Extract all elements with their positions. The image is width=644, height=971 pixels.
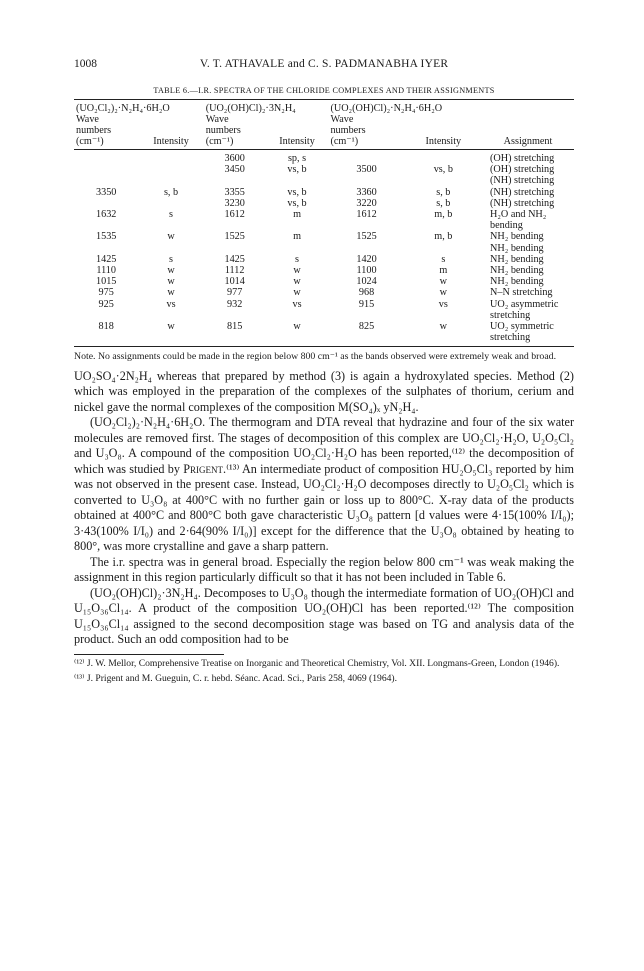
cell-assignment: NH₂ bending bbox=[490, 242, 544, 254]
running-title: V. T. ATHAVALE and C. S. PADMANABHA IYER bbox=[199, 58, 449, 70]
cell-assignment: NH₂ bending bbox=[490, 265, 544, 277]
cell-wave-3: 1100 bbox=[356, 265, 377, 277]
table-row bbox=[74, 209, 574, 231]
cell-intensity-3: vs, b bbox=[433, 164, 453, 176]
cell-wave-1: 975 bbox=[98, 287, 114, 299]
cell-intensity-1: s, b bbox=[163, 186, 179, 198]
paragraph-part: ⁽¹³⁾ An intermediate product of composition HU₂O₅Cl₃ reported by him was not observed in the present case. Instead, UO₂Cl₂·H₂O decomposes directly to U₂O₅Cl₂ which is converted to U₃O₈ at 400°C with no further gain or loss up to 800°C. X-ray data of the products obtained at 400°C and 800°C both gave characteristic U₃O₈ pattern [d values were 4·15(100% I/I₀); 3·43(100% I/I₀) and 2·64(90% I/I₀)] except for the difference that the U₃O₈ obtained by heating to 800°, was more crystalline and gave a sharp pattern. bbox=[74, 461, 574, 554]
col-wave-2: Wave numbers (cm⁻¹) bbox=[204, 114, 266, 150]
table-row bbox=[74, 150, 574, 165]
cell-wave-3: 915 bbox=[358, 298, 375, 310]
cell-intensity-1 bbox=[138, 198, 203, 209]
cell-assignment: NH₂ bending bbox=[490, 253, 544, 265]
cell-wave-1 bbox=[74, 243, 138, 254]
cell-wave-3: 968 bbox=[358, 287, 375, 299]
cell-intensity-1 bbox=[138, 150, 203, 165]
cell-intensity-3: m, b bbox=[434, 209, 453, 221]
compound-header-3: (UO₂(OH)Cl)₂·N₂H₄·6H₂O bbox=[328, 100, 482, 115]
cell-wave-1: 3350 bbox=[96, 186, 117, 198]
cell-intensity-1: w bbox=[167, 265, 175, 277]
cell-assignment: (OH) stretching bbox=[490, 164, 555, 176]
cell-intensity-2: w bbox=[293, 276, 301, 288]
cell-intensity-3: s bbox=[441, 253, 446, 265]
cell-wave-2: 1525 bbox=[224, 231, 245, 243]
cell-wave-3 bbox=[328, 175, 404, 186]
cell-assignment: NH₂ bending bbox=[490, 231, 544, 243]
cell-wave-2: 815 bbox=[204, 321, 266, 347]
cell-wave-2: 3355 bbox=[224, 186, 245, 198]
col-wave-3: Wave numbers (cm⁻¹) bbox=[328, 114, 404, 150]
author-name: Prigent. bbox=[183, 461, 227, 476]
cell-wave-2: 932 bbox=[227, 298, 243, 310]
cell-wave-3: 3220 bbox=[356, 197, 377, 209]
table-row bbox=[74, 265, 574, 276]
cell-wave-2 bbox=[204, 243, 266, 254]
cell-wave-1 bbox=[74, 164, 138, 175]
cell-intensity-2: w bbox=[266, 321, 329, 347]
cell-wave-1 bbox=[74, 175, 138, 186]
cell-intensity-2: vs bbox=[292, 298, 302, 310]
cell-wave-3: 1525 bbox=[356, 231, 377, 243]
cell-intensity-2: vs, b bbox=[287, 197, 307, 209]
cell-assignment: (NH) stretching bbox=[490, 175, 555, 187]
cell-intensity-2 bbox=[266, 175, 329, 186]
col-intensity-3: Intensity bbox=[405, 114, 482, 150]
cell-intensity-3: s, b bbox=[436, 186, 451, 198]
cell-intensity-3: w bbox=[439, 276, 447, 288]
cell-wave-2 bbox=[204, 175, 266, 186]
table-row bbox=[74, 254, 574, 265]
cell-intensity-2: vs, b bbox=[287, 186, 307, 198]
cell-assignment: UO₂ asymmetric stretching bbox=[490, 298, 559, 321]
cell-intensity-2 bbox=[266, 243, 329, 254]
table-note: Note. No assignments could be made in the region below 800 cm⁻¹ as the bands observed were extremely weak and broad. bbox=[74, 351, 557, 363]
body-text bbox=[74, 369, 574, 648]
cell-wave-2: 3450 bbox=[224, 164, 245, 176]
col-intensity-1: Intensity bbox=[138, 114, 203, 150]
footnote-13: ⁽¹³⁾ J. Prigent and M. Gueguin, C. r. hebd. Séanc. Acad. Sci., Paris 258, 4069 (1964). bbox=[74, 672, 398, 684]
cell-wave-2: 977 bbox=[227, 287, 243, 299]
table-caption: TABLE 6.—I.R. SPECTRA OF THE CHLORIDE COMPLEXES AND THEIR ASSIGNMENTS bbox=[153, 86, 495, 95]
cell-wave-1 bbox=[74, 198, 138, 209]
cell-intensity-2: w bbox=[293, 287, 301, 299]
col-intensity-2: Intensity bbox=[266, 114, 329, 150]
cell-intensity-1: w bbox=[167, 231, 175, 243]
cell-intensity-3: vs bbox=[438, 298, 448, 310]
paragraph: The i.r. spectra was in general broad. Especially the region below 800 cm⁻¹ was weak making the assignment in this region particularly difficult so that it has not been included in Table 6. bbox=[74, 554, 574, 585]
cell-intensity-1: vs bbox=[166, 298, 176, 310]
table-row bbox=[74, 243, 574, 254]
cell-intensity-2: vs, b bbox=[287, 164, 307, 176]
cell-intensity-3 bbox=[405, 175, 482, 186]
cell-wave-1: 1425 bbox=[96, 253, 117, 265]
cell-intensity-2: s bbox=[295, 253, 300, 265]
cell-wave-2: 3230 bbox=[224, 197, 245, 209]
cell-wave-1: 1632 bbox=[96, 209, 117, 221]
cell-intensity-1 bbox=[138, 164, 203, 175]
cell-wave-3: 1024 bbox=[356, 276, 377, 288]
page-header bbox=[74, 58, 574, 76]
table-row bbox=[74, 175, 574, 186]
cell-assignment: N–N stretching bbox=[490, 287, 553, 299]
table-row bbox=[74, 299, 574, 321]
cell-assignment: H₂O and NH₂ bending bbox=[490, 209, 547, 232]
table-row bbox=[74, 231, 574, 242]
cell-intensity-1 bbox=[138, 175, 203, 186]
table-row bbox=[74, 287, 574, 298]
cell-wave-3: 3500 bbox=[356, 164, 377, 176]
cell-assignment: (NH) stretching bbox=[490, 197, 555, 209]
cell-wave-1: 1535 bbox=[96, 231, 117, 243]
col-assignment: Assignment bbox=[482, 114, 574, 150]
cell-intensity-1: w bbox=[167, 287, 175, 299]
cell-wave-3: 3360 bbox=[356, 186, 377, 198]
paragraph bbox=[74, 415, 574, 555]
cell-assignment: (OH) stretching bbox=[490, 153, 555, 164]
journal-page bbox=[74, 58, 574, 685]
cell-intensity-3 bbox=[405, 150, 482, 165]
cell-intensity-3: s, b bbox=[436, 197, 451, 209]
table-row bbox=[74, 321, 574, 347]
cell-intensity-3: w bbox=[405, 321, 482, 347]
cell-intensity-3 bbox=[405, 243, 482, 254]
cell-wave-2: 3600 bbox=[224, 153, 245, 164]
cell-intensity-2: w bbox=[293, 265, 301, 277]
cell-wave-2: 1612 bbox=[224, 209, 245, 221]
cell-intensity-3: w bbox=[439, 287, 447, 299]
cell-intensity-2: m bbox=[293, 209, 301, 221]
cell-intensity-3: m, b bbox=[434, 231, 453, 243]
table-row bbox=[74, 164, 574, 175]
cell-wave-3: 825 bbox=[328, 321, 404, 347]
compound-header-1: (UO₂Cl₂)₂·N₂H₄·6H₂O bbox=[74, 100, 204, 115]
cell-intensity-1: w bbox=[138, 321, 203, 347]
cell-assignment: UO₂ symmetric stretching bbox=[482, 321, 574, 347]
cell-wave-2: 1014 bbox=[224, 276, 245, 288]
table-row bbox=[74, 187, 574, 198]
ir-spectra-table bbox=[74, 99, 574, 347]
cell-intensity-3: m bbox=[439, 265, 448, 277]
cell-intensity-2: m bbox=[293, 231, 301, 243]
cell-wave-3: 1612 bbox=[356, 209, 377, 221]
cell-intensity-1: s bbox=[169, 253, 174, 265]
cell-intensity-1: s bbox=[169, 209, 174, 221]
cell-intensity-1 bbox=[138, 243, 203, 254]
cell-wave-1: 1015 bbox=[96, 276, 117, 288]
cell-intensity-2: sp, s bbox=[287, 153, 307, 164]
footnote-12: ⁽¹²⁾ J. W. Mellor, Comprehensive Treatise on Inorganic and Theoretical Chemistry, Vol. XII. Longmans-Green, London (1946). bbox=[74, 657, 560, 669]
paragraph-part: (UO₂Cl₂)₂·N₂H₄·6H₂O. The thermogram and DTA reveal that hydrazine and four of the six water molecules are removed first. The stages of decomposition of this complex are UO₂Cl₂·H₂O, U₂O₅Cl₂ and U₃O₈. A compound of the composition UO₂Cl₂·H₂O has been reported,⁽¹²⁾ the decomposition of which was studied by bbox=[74, 415, 574, 476]
cell-intensity-1: w bbox=[167, 276, 175, 288]
cell-wave-2: 1425 bbox=[224, 253, 245, 265]
footnote-rule bbox=[74, 654, 224, 655]
cell-wave-1: 925 bbox=[98, 298, 114, 310]
cell-assignment: (NH) stretching bbox=[490, 186, 555, 198]
table-row bbox=[74, 198, 574, 209]
cell-wave-3 bbox=[328, 243, 404, 254]
cell-wave-1: 818 bbox=[74, 321, 138, 347]
cell-wave-3: 1420 bbox=[356, 253, 377, 265]
cell-wave-1 bbox=[74, 150, 138, 165]
table-body bbox=[74, 150, 574, 347]
paragraph: (UO₂(OH)Cl)₂·3N₂H₄. Decomposes to U₃O₈ though the intermediate formation of UO₂(OH)Cl and U₁₅O₃₆Cl₁₄. A product of the composition UO₂(OH)Cl has been reported.⁽¹²⁾ The composition U₁₅O₃₆Cl₁₄ assigned to the second decomposition stage was based on TG and analysis data of the product. Such an odd composition had to be bbox=[74, 585, 574, 647]
cell-assignment: NH₂ bending bbox=[490, 276, 544, 288]
paragraph: UO₂SO₄·2N₂H₄ whereas that prepared by method (3) is again a hydroxylated species. Method (2) which was employed in the preparation of the complexes of the sulphates of thorium, cerium and nickel gave the normal complexes of the composition M(SO₄)ₓ yN₂H₄. bbox=[74, 368, 574, 414]
header-blank bbox=[482, 100, 574, 115]
table-row bbox=[74, 276, 574, 287]
compound-header-2: (UO₂(OH)Cl)₂·3N₂H₄ bbox=[204, 100, 329, 115]
page-number: 1008 bbox=[74, 58, 97, 70]
col-wave-1: Wave numbers (cm⁻¹) bbox=[74, 114, 138, 150]
cell-wave-1: 1110 bbox=[96, 265, 116, 277]
cell-wave-3 bbox=[328, 150, 404, 165]
cell-wave-2: 1112 bbox=[224, 265, 245, 277]
